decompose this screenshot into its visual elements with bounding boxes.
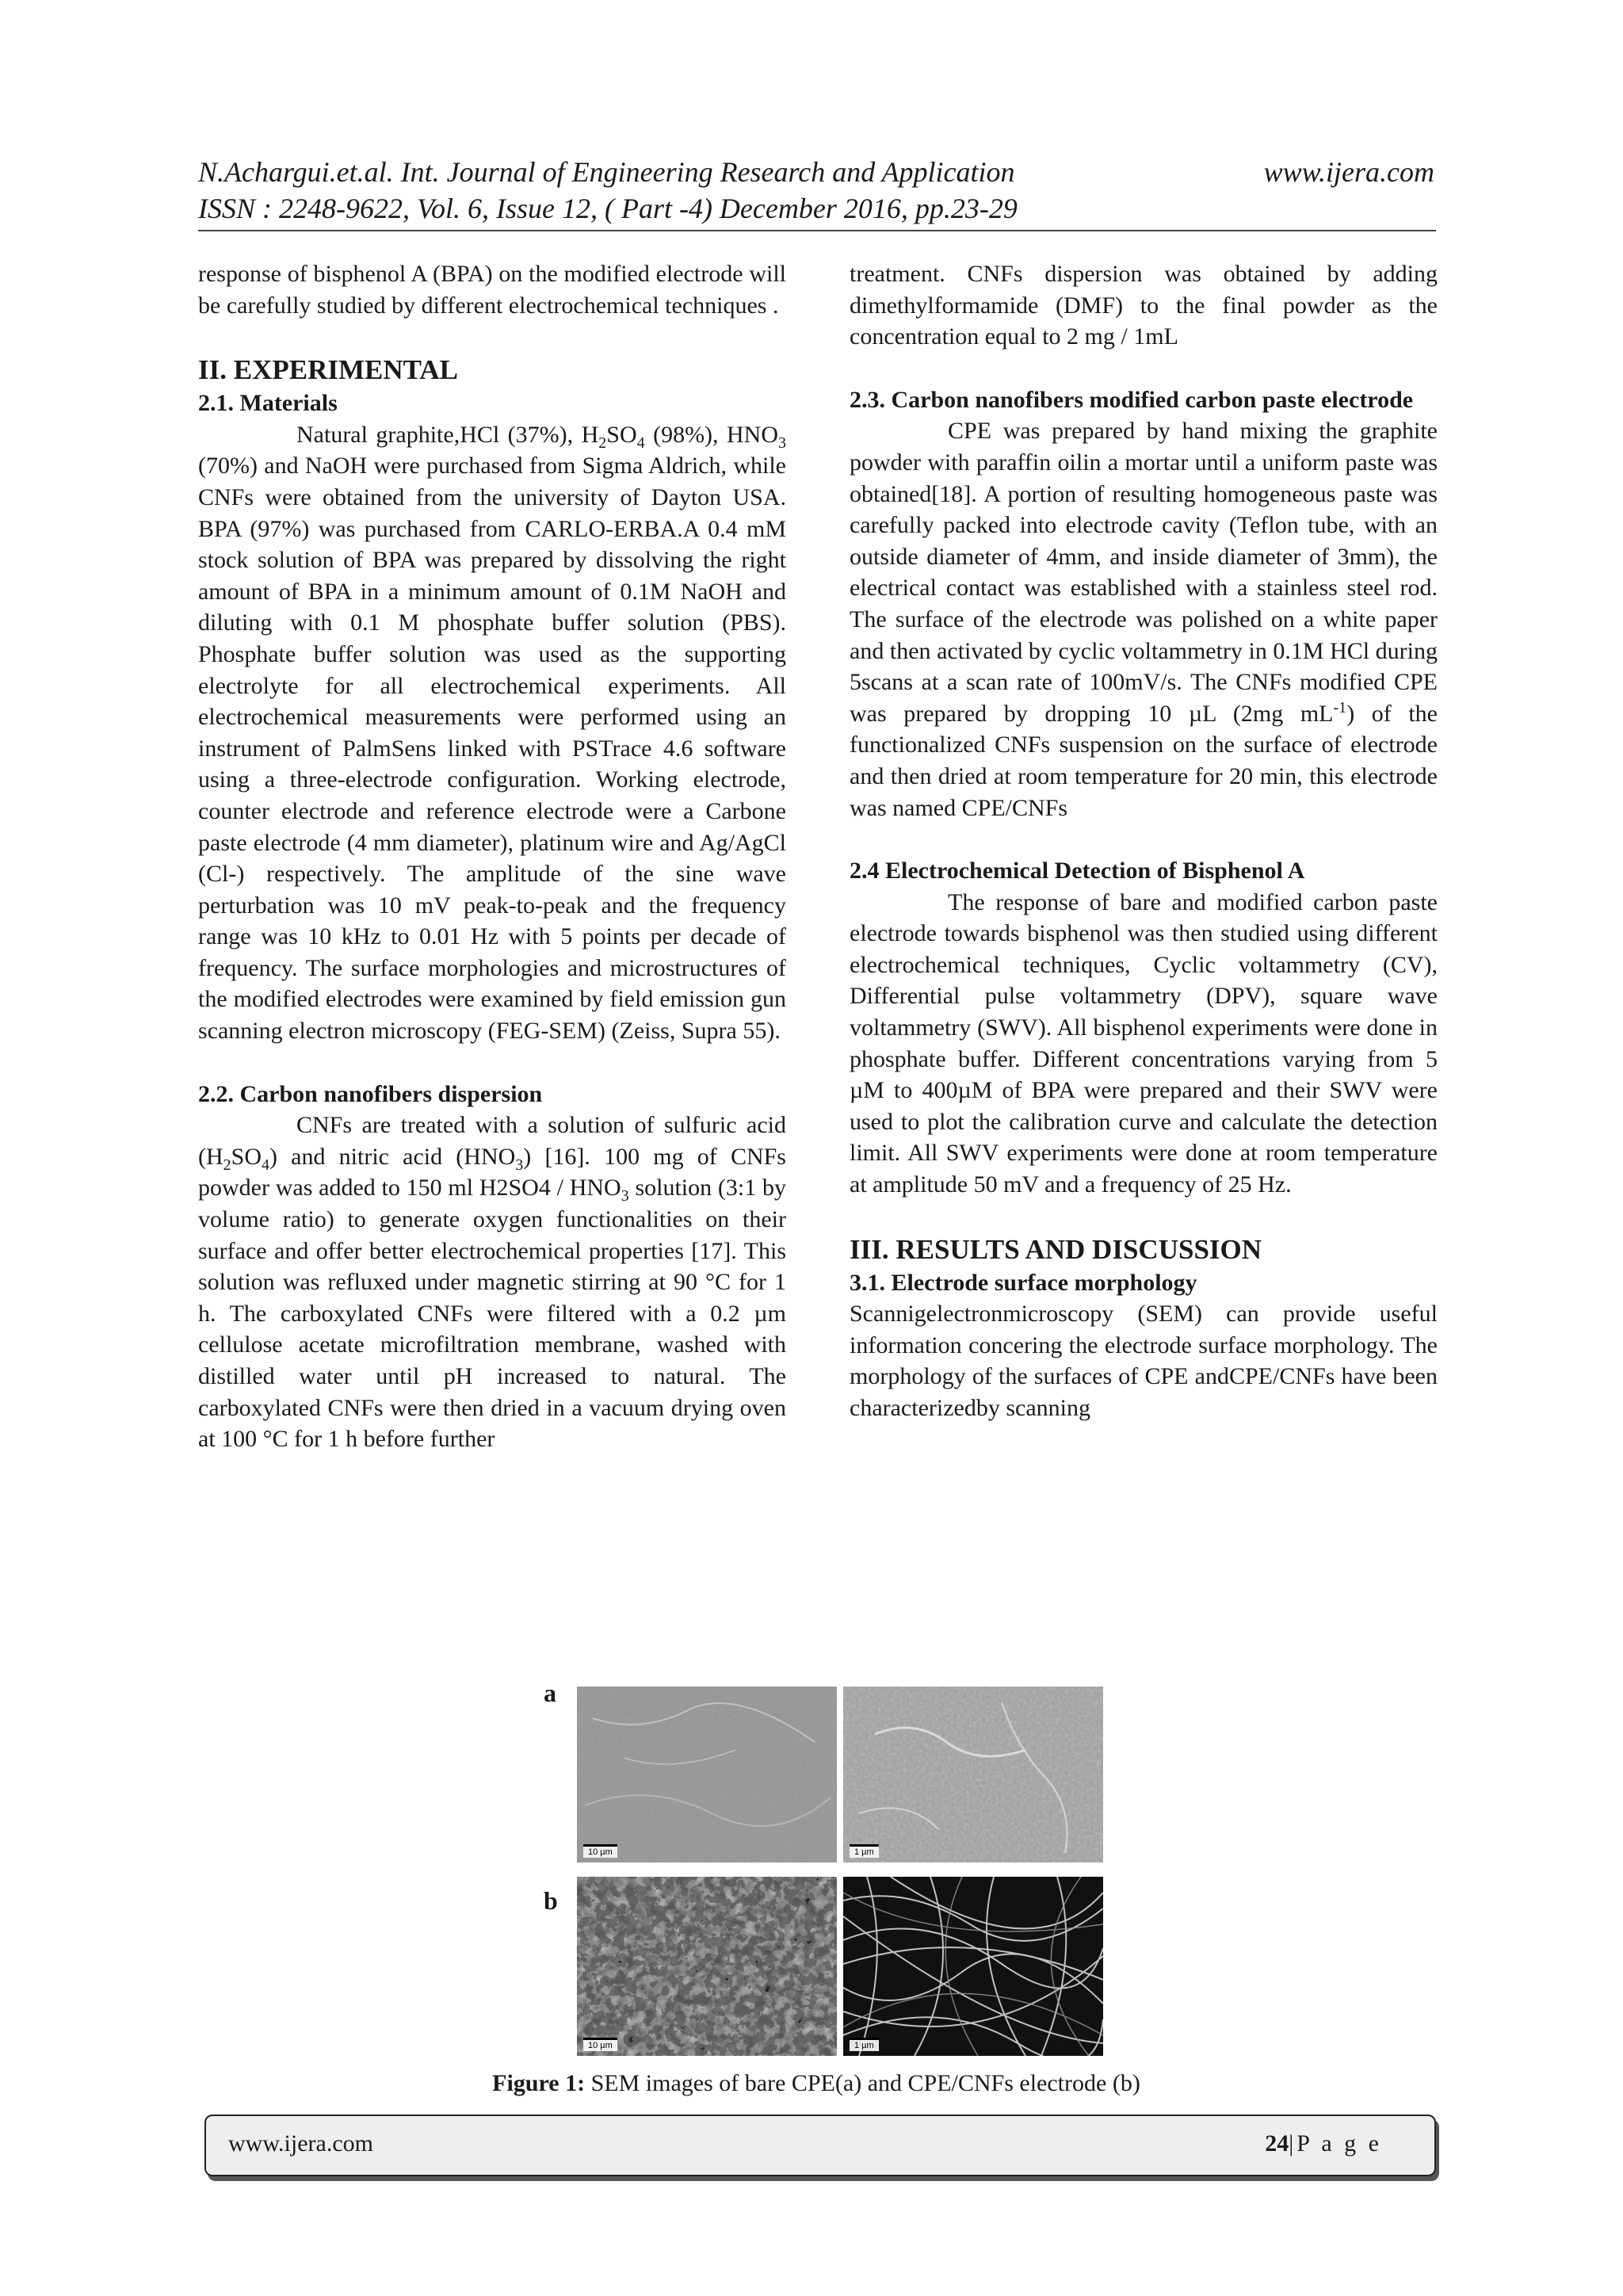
morphology-paragraph: Scannigelectronmicroscopy (SEM) can provide useful information concering the electrode surface morphology. The morphology of the surfaces of CPE andCPE/CNFs have been characterizedby scanning	[850, 1301, 1438, 1421]
scalebar-a-right: 1 µm	[850, 1844, 879, 1858]
sem-image-a-high-mag	[843, 1687, 1103, 1862]
journal-citation: N.Achargui.et.al. Int. Journal of Engineering Research and Application	[198, 156, 1015, 188]
scalebar-a-left: 10 µm	[583, 1844, 617, 1858]
scalebar-b-left: 10 µm	[583, 2038, 617, 2051]
morphology-heading: 3.1. Electrode surface morphology	[850, 1269, 1197, 1296]
continued-paragraph: treatment. CNFs dispersion was obtained by adding dimethylformamide (DMF) to the final powder as the concentration equal to 2 mg / 1mL	[850, 261, 1438, 350]
cpe-heading: 2.3. Carbon nanofibers modified carbon paste electrode	[850, 386, 1414, 413]
dispersion-heading: 2.2. Carbon nanofibers dispersion	[198, 1080, 543, 1107]
issn-line: ISSN : 2248-9622, Vol. 6, Issue 12, ( Part -4) December 2016, pp.23-29	[198, 193, 1018, 224]
page-number: 24	[1265, 2130, 1289, 2157]
footer-website: www.ijera.com	[228, 2130, 373, 2157]
cpe-paragraph: CPE was prepared by hand mixing the graphite powder with paraffin oilin a mortar until a uniform paste was obtained[18]. A portion of resulting homogeneous paste was carefully packed into electrode cavity (Teflon tube, with an outside diameter of 4mm, and inside diameter of 3mm), the electrical contact was established with a stainless steel rod. The surface of the electrode was polished on a white paper and then activated by cyclic voltammetry in 0.1M HCl during 5scans at a scan rate of 100mV/s. The CNFs modified CPE was prepared by dropping 10 µL (2mg $mL^{-1}$) of the functionalized CNFs suspension on the surface of electrode and then dried at room temperature for 20 min, this electrode was named CPE/CNFs	[850, 418, 1438, 821]
sem-image-b-low-mag	[577, 1877, 837, 2056]
intro-paragraph: response of bisphenol A (BPA) on the modified electrode will be carefully studied by different electrochemical techniques .	[198, 261, 786, 319]
materials-paragraph: Natural graphite,HCl (37%), $H_2SO_4$ (98%), $HNO_3$ (70%) and NaOH were purchased from Sigma Aldrich, while CNFs were obtained from the university of Dayton USA. BPA (97%) was purchased from CARLO-ERBA.A 0.4 mM stock solution of BPA was prepared by dissolving the right amount of BPA in a minimum amount of 0.1M NaOH and diluting with 0.1 M phosphate buffer solution (PBS). Phosphate buffer solution was used as the supporting electrolyte for all electrochemical experiments. All electrochemical measurements were performed using an instrument of PalmSens linked with PSTrace 4.6 software using a three-electrode configuration. Working electrode, counter electrode and reference electrode were a Carbone paste electrode (4 mm diameter), platinum wire and Ag/AgCl (Cl-) respectively. The amplitude of the sine wave perturbation was 10 mV peak-to-peak and the frequency range was 10 kHz to 0.01 Hz with 5 points per decade of frequency. The surface morphologies and microstructures of the modified electrodes were examined by field emission gun scanning electron microscopy (FEG-SEM) (Zeiss, Supra 55).	[198, 421, 786, 1045]
sem-image-a-low-mag	[577, 1687, 837, 1862]
left-column	[198, 258, 786, 1455]
materials-heading: 2.1. Materials	[198, 390, 338, 417]
right-column	[850, 258, 1438, 1424]
page-footer	[204, 2115, 1436, 2176]
section-results-title: III. RESULTS AND DISCUSSION	[850, 1233, 1262, 1265]
panel-label-b: b	[544, 1886, 558, 1915]
figure-caption: Figure 1: SEM images of bare CPE(a) and CPE/CNFs electrode (b)	[492, 2070, 1140, 2096]
panel-label-a: a	[544, 1679, 556, 1707]
running-header	[198, 154, 1434, 227]
footer-page: 24|P a g e	[1265, 2130, 1382, 2157]
figure-1	[544, 1679, 1108, 2056]
header-divider	[198, 230, 1436, 231]
dispersion-paragraph: CNFs are treated with a solution of sulfuric acid $(H_2SO_4)$ and nitric acid $(HNO_3)$ [16]. 100 mg of CNFs powder was added to 150 ml $H2SO4 / HNO_3$ solution (3:1 by volume ratio) to generate oxygen functionalities on their surface and offer better electrochemical properties [17]. This solution was refluxed under magnetic stirring at 90 °C for 1 h. The carboxylated CNFs were filtered with a 0.2 µm cellulose acetate microfiltration membrane, washed with distilled water until pH increased to natural. The carboxylated CNFs were then dried in a vacuum drying oven at 100 °C for 1 h before further	[198, 1112, 786, 1453]
detection-paragraph: The response of bare and modified carbon paste electrode towards bisphenol was then studied using different electrochemical techniques, Cyclic voltammetry (CV), Differential pulse voltammetry (DPV), square wave voltammetry (SWV). All bisphenol experiments were done in phosphate buffer. Different concentrations varying from 5 µM to 400µM of BPA were prepared and their SWV were used to plot the calibration curve and calculate the detection limit. All SWV experiments were done at room temperature at amplitude 50 mV and a frequency of 25 Hz.	[850, 888, 1438, 1198]
scalebar-b-right: 1 µm	[850, 2038, 879, 2051]
detection-heading: 2.4 Electrochemical Detection of Bisphenol A	[850, 858, 1305, 884]
section-experimental-title: II. EXPERIMENTAL	[198, 354, 459, 386]
sem-image-b-high-mag	[843, 1877, 1103, 2056]
journal-website: www.ijera.com	[1263, 156, 1434, 188]
